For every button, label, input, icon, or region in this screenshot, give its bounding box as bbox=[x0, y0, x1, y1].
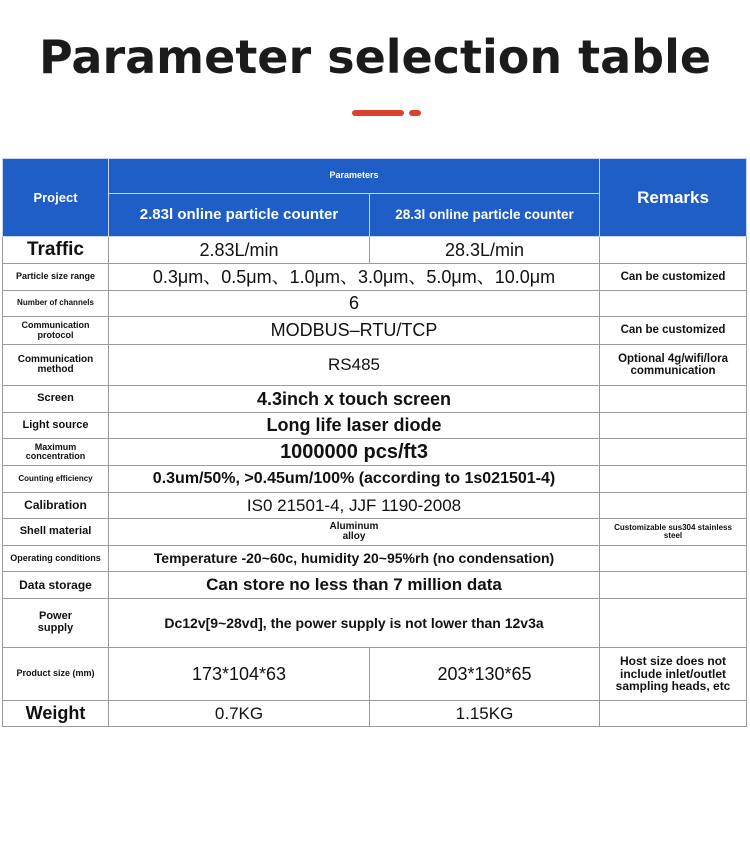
title-accent-bar bbox=[352, 110, 404, 116]
remark-screen bbox=[600, 386, 747, 413]
row-label-weight: Weight bbox=[3, 701, 109, 727]
value-product-size-b: 203*130*65 bbox=[370, 648, 600, 701]
value-traffic-a: 2.83L/min bbox=[109, 237, 370, 264]
value-data-storage: Can store no less than 7 million data bbox=[109, 572, 600, 599]
value-channels: 6 bbox=[109, 291, 600, 317]
row-label-data-storage: Data storage bbox=[3, 572, 109, 599]
row-label-power-supply bbox=[3, 599, 109, 648]
remark-protocol: Can be customized bbox=[600, 317, 747, 345]
value-operating-conditions: Temperature -20~60c, humidity 20~95%rh (no condensation) bbox=[109, 546, 600, 572]
remark-product-size: Host size does not include inlet/outlet sampling heads, etc bbox=[600, 648, 747, 701]
table-row bbox=[3, 466, 747, 493]
value-screen: 4.3inch x touch screen bbox=[109, 386, 600, 413]
remark-channels bbox=[600, 291, 747, 317]
value-light-source: Long life laser diode bbox=[109, 413, 600, 439]
row-label-traffic: Traffic bbox=[3, 237, 109, 264]
header-model-b: 28.3l online particle counter bbox=[370, 194, 600, 237]
value-traffic-b: 28.3L/min bbox=[370, 237, 600, 264]
row-label-comm-method: Communication method bbox=[3, 345, 109, 386]
value-comm-method: RS485 bbox=[109, 345, 600, 386]
value-shell-material bbox=[109, 519, 600, 546]
remark-particle-size: Can be customized bbox=[600, 264, 747, 291]
page-title: Parameter selection table bbox=[38, 30, 712, 84]
value-weight-b: 1.15KG bbox=[370, 701, 600, 727]
remark-max-concentration bbox=[600, 439, 747, 466]
table-row bbox=[3, 519, 747, 546]
table-row bbox=[3, 701, 747, 727]
value-calibration: IS0 21501-4, JJF 1190-2008 bbox=[109, 493, 600, 519]
table-row bbox=[3, 291, 747, 317]
remark-comm-method: Optional 4g/wifi/lora communication bbox=[600, 345, 747, 386]
row-label-particle-size: Particle size range bbox=[3, 264, 109, 291]
remark-weight bbox=[600, 701, 747, 727]
row-label-light-source: Light source bbox=[3, 413, 109, 439]
value-protocol: MODBUS–RTU/TCP bbox=[109, 317, 600, 345]
row-label-protocol: Communication protocol bbox=[3, 317, 109, 345]
table-row bbox=[3, 648, 747, 701]
row-label-shell-material: Shell material bbox=[3, 519, 109, 546]
table-row bbox=[3, 237, 747, 264]
row-label-counting-efficiency: Counting efficiency bbox=[3, 466, 109, 493]
table-row bbox=[3, 572, 747, 599]
row-label-power-supply-text: Power supply bbox=[37, 610, 74, 634]
remark-traffic bbox=[600, 237, 747, 264]
value-counting-efficiency: 0.3um/50%, >0.45um/100% (according to 1s021501-4) bbox=[109, 466, 600, 493]
table-row bbox=[3, 546, 747, 572]
header-model-a: 2.83l online particle counter bbox=[109, 194, 370, 237]
table-row bbox=[3, 599, 747, 648]
table-row bbox=[3, 493, 747, 519]
row-label-product-size: Product size (mm) bbox=[3, 648, 109, 701]
header-project: Project bbox=[3, 159, 109, 237]
title-accent-dot bbox=[409, 110, 421, 116]
table-row bbox=[3, 345, 747, 386]
table-row bbox=[3, 317, 747, 345]
value-product-size-a: 173*104*63 bbox=[109, 648, 370, 701]
row-label-channels: Number of channels bbox=[3, 291, 109, 317]
value-shell-material-text: Aluminum alloy bbox=[329, 520, 379, 542]
value-particle-size: 0.3μm、0.5μm、1.0μm、3.0μm、5.0μm、10.0μm bbox=[109, 264, 600, 291]
remark-shell-material: Customizable sus304 stainless steel bbox=[600, 519, 747, 546]
table-row bbox=[3, 413, 747, 439]
table-row bbox=[3, 439, 747, 466]
row-label-operating-conditions: Operating conditions bbox=[3, 546, 109, 572]
row-label-screen: Screen bbox=[3, 386, 109, 413]
remark-counting-efficiency bbox=[600, 466, 747, 493]
value-weight-a: 0.7KG bbox=[109, 701, 370, 727]
remark-operating-conditions bbox=[600, 546, 747, 572]
value-power-supply: Dc12v[9~28vd], the power supply is not lower than 12v3a bbox=[109, 599, 600, 648]
table-row bbox=[3, 264, 747, 291]
header-remarks: Remarks bbox=[600, 159, 747, 237]
remark-calibration bbox=[600, 493, 747, 519]
header-row-top bbox=[3, 159, 747, 194]
table-row bbox=[3, 386, 747, 413]
remark-power-supply bbox=[600, 599, 747, 648]
remark-light-source bbox=[600, 413, 747, 439]
parameter-table bbox=[2, 158, 747, 727]
row-label-calibration: Calibration bbox=[3, 493, 109, 519]
header-parameters: Parameters bbox=[109, 159, 600, 194]
row-label-max-concentration: Maximum concentration bbox=[3, 439, 109, 466]
remark-data-storage bbox=[600, 572, 747, 599]
value-max-concentration: 1000000 pcs/ft3 bbox=[109, 439, 600, 466]
